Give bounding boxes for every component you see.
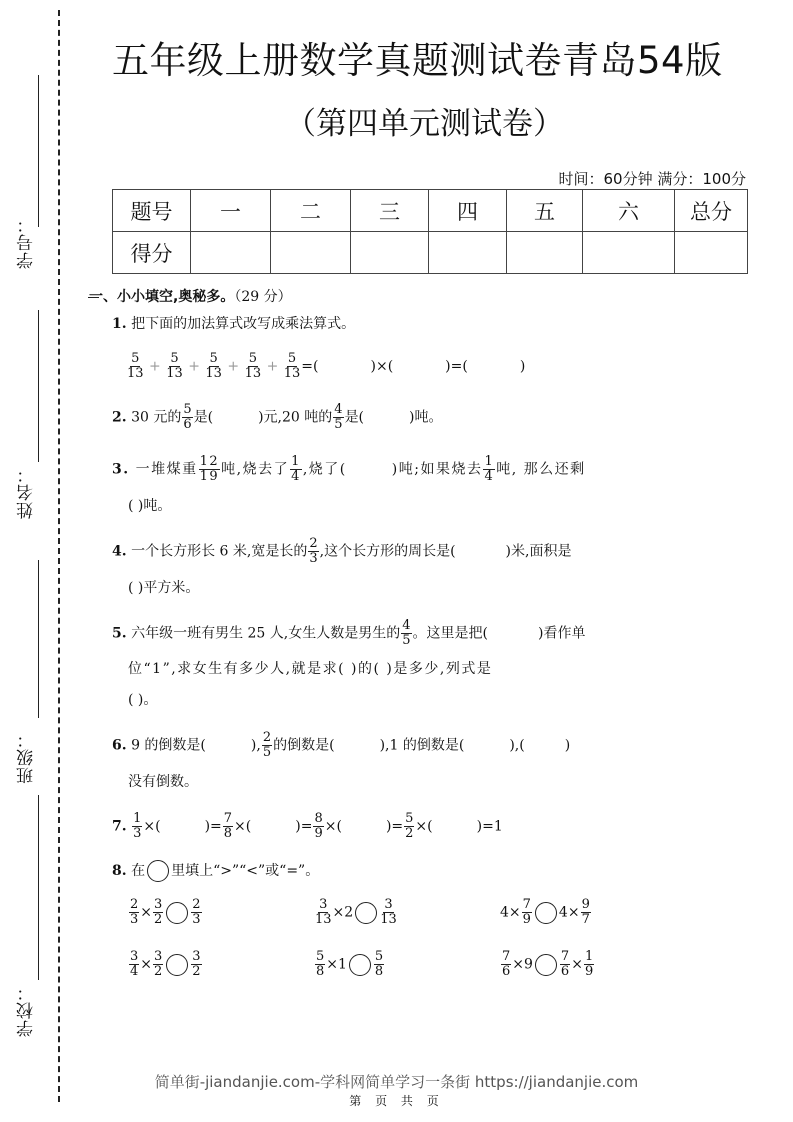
student-id-label: 学号： [17,215,37,269]
section-points: （29 分） [234,289,292,305]
class-label: 班级： [17,730,37,784]
question-number: 1. [112,316,127,332]
header-cell: 四 [429,190,507,232]
question-1-expression: $\frac{5}{13}$ + $\frac{5}{13}$ + $\frac{5}{13}$ + $\frac{5}{13}$ + $\frac{5}{13}$ =( )×( )=( ) [127,351,526,381]
header-cell: 一 [191,190,271,232]
question-5-line2[interactable]: 位“1”,求女生有多少人,就是求( )的( )是多少,列式是 [128,661,493,677]
question-text: 把下面的加法算式改写成乘法算式。 [131,316,356,332]
header-cell: 题号 [113,190,191,232]
fraction: $\frac{5}{13}$ [127,351,144,381]
name-label: 姓名： [17,465,37,519]
compare-circle[interactable] [166,954,188,976]
comparison-item: $\frac{7}{6}$ ×9 $\frac{7}{6}$ × $\frac{1}{9}$ [502,949,594,979]
question-7: 7. $\frac{1}{3}$ ×( )= $\frac{7}{8}$ ×( )= $\frac{8}{9}$ ×( )= $\frac{5}{2}$ ×( )=1 [112,811,503,841]
question-4-line2[interactable]: ( )平方米。 [128,580,200,596]
school-label: 学校： [17,983,37,1037]
binding-dashed-line [58,10,60,1102]
score-cell[interactable] [583,232,675,274]
page-title: 五年级上册数学真题测试卷青岛54版 [112,39,723,82]
question-4: 4. 一个长方形长 6 米,宽是长的 $\frac{2}{3}$ ,这个长方形的周长是( )米,面积是 [112,536,572,566]
footer-source: 简单街-jiandanjie.com-学科网简单学习一条街 https://jiandanjie.com [154,1073,639,1091]
header-cell: 三 [351,190,429,232]
score-cell[interactable] [507,232,583,274]
score-cell[interactable] [429,232,507,274]
exam-meta: 时间：60分钟 满分：100分 [558,170,746,188]
compare-circle[interactable] [535,902,557,924]
score-row-label: 得分 [113,232,191,274]
name-line[interactable] [38,310,39,462]
fraction: $\frac{5}{13}$ [283,351,301,381]
class-line[interactable] [38,560,39,718]
question-5-line3[interactable]: ( )。 [128,692,158,708]
section-heading [89,286,292,306]
compare-circle[interactable] [535,954,557,976]
page-subtitle: （第四单元测试卷） [285,106,564,142]
comparison-item: 4× $\frac{7}{9}$ 4× $\frac{9}{7}$ [500,897,590,927]
comparison-item: $\frac{5}{8}$ ×1 $\frac{5}{8}$ [316,949,384,979]
question-6-line2: 没有倒数。 [128,774,198,790]
fraction: $\frac{5}{13}$ [166,351,183,381]
score-cell[interactable] [191,232,271,274]
question-6: 6. 9 的倒数是( ), $\frac{2}{5}$ 的倒数是( ),1 的倒数是( ),( ) [112,730,571,760]
fraction: $\frac{5}{13}$ [205,351,222,381]
compare-circle[interactable] [166,902,188,924]
question-1 [112,314,355,334]
section-title: 一、小小填空,奥秘多。 [89,289,235,305]
question-2: 2. 30 元的 $\frac{5}{6}$ 是( )元,20 吨的 $\frac{4}{5}$ 是( )吨。 [112,402,443,432]
comparison-item: $\frac{2}{3}$ × $\frac{3}{2}$ $\frac{2}{3}$ [130,897,201,927]
question-8: 8. 在 里填上“>”“<”或“=”。 [112,860,319,882]
question-3: 3. 一堆煤重 $\frac{12}{19}$ 吨,烧去了 $\frac{1}{4}$ ,烧了( )吨;如果烧去 $\frac{1}{4}$ 吨, 那么还剩 [112,454,586,484]
score-cell[interactable] [351,232,429,274]
comparison-item: $\frac{3}{13}$ ×2 $\frac{3}{13}$ [315,897,397,927]
comparison-item: $\frac{3}{4}$ × $\frac{3}{2}$ $\frac{3}{2}$ [130,949,201,979]
student-id-line[interactable] [38,75,39,227]
compare-circle[interactable] [349,954,371,976]
circle-icon [147,860,169,882]
header-cell: 二 [271,190,351,232]
score-table-score-row [113,232,748,274]
score-cell[interactable] [675,232,748,274]
school-line[interactable] [38,795,39,980]
question-5: 5. 六年级一班有男生 25 人,女生人数是男生的 $\frac{4}{5}$ 。这里是把( )看作单 [112,618,586,648]
page-number: 第 页 共 页 [349,1094,444,1108]
fraction: $\frac{5}{13}$ [244,351,262,381]
question-3-line2[interactable]: ( )吨。 [128,498,172,514]
header-cell: 总分 [675,190,748,232]
score-table [112,189,748,274]
score-cell[interactable] [271,232,351,274]
header-cell: 五 [507,190,583,232]
header-cell: 六 [583,190,675,232]
score-table-header-row [113,190,748,232]
compare-circle[interactable] [355,902,377,924]
